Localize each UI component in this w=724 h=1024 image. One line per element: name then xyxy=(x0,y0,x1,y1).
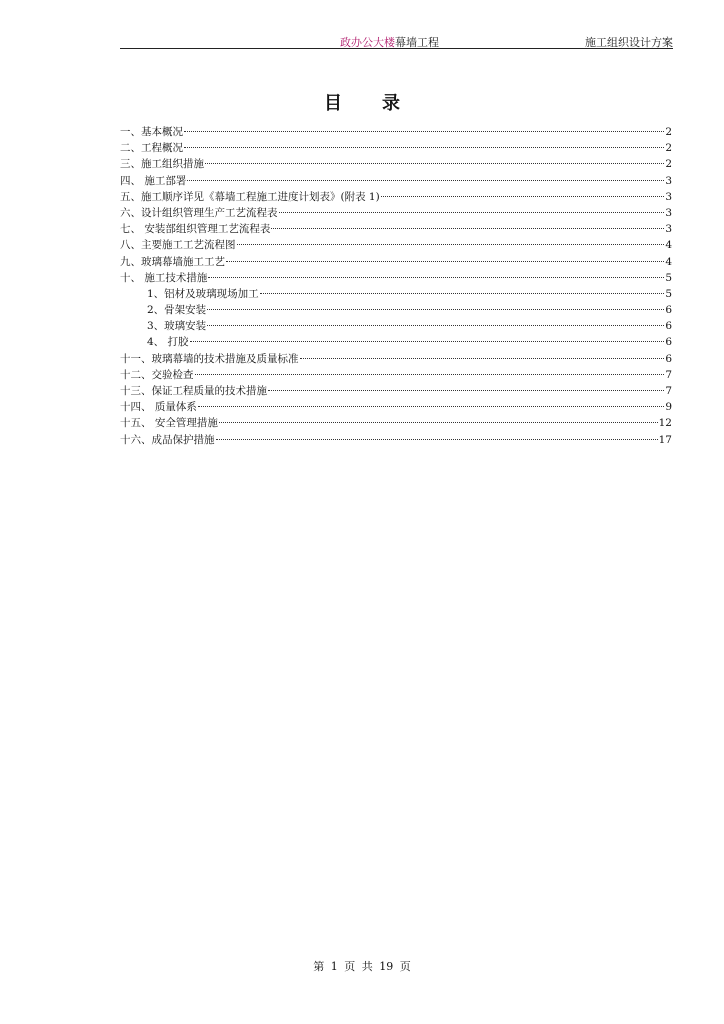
toc-leader-dots xyxy=(271,228,664,229)
title-char-2: 录 xyxy=(382,93,400,114)
toc-entry[interactable] xyxy=(120,237,672,253)
toc-leader-dots xyxy=(381,196,665,197)
toc-entry[interactable] xyxy=(120,140,672,156)
toc-entry-label: 七、 安装部组织管理工艺流程表 xyxy=(120,223,271,236)
toc-entry-page: 4 xyxy=(665,255,672,268)
toc-leader-dots xyxy=(279,212,665,213)
toc-entry-label: 3、玻璃安装 xyxy=(147,320,207,333)
table-of-contents xyxy=(120,124,672,448)
toc-leader-dots xyxy=(219,422,658,423)
toc-entry[interactable] xyxy=(120,383,672,399)
toc-entry[interactable] xyxy=(120,156,672,172)
toc-entry-label: 十四、 质量体系 xyxy=(120,401,197,414)
header-project-highlight: 政办公大楼 xyxy=(340,36,395,49)
toc-entry[interactable] xyxy=(120,254,672,270)
toc-entry-page: 5 xyxy=(665,287,672,300)
toc-leader-dots xyxy=(268,390,664,391)
toc-entry-label: 十一、玻璃幕墙的技术措施及质量标准 xyxy=(120,352,299,365)
toc-entry[interactable] xyxy=(120,286,672,302)
toc-entry-label: 四、 施工部署 xyxy=(120,174,187,187)
toc-entry-label: 一、基本概况 xyxy=(120,126,183,138)
toc-leader-dots xyxy=(226,261,664,262)
toc-entry-page: 5 xyxy=(665,271,672,284)
toc-entry-page: 7 xyxy=(665,368,672,381)
toc-entry-page: 6 xyxy=(665,336,672,349)
toc-entry[interactable] xyxy=(120,415,672,431)
page-title xyxy=(0,89,724,115)
toc-leader-dots xyxy=(205,163,664,164)
toc-leader-dots xyxy=(300,358,665,359)
toc-entry-label: 九、玻璃幕墙施工工艺 xyxy=(120,255,225,268)
toc-leader-dots xyxy=(184,147,664,148)
toc-entry-label: 十、 施工技术措施 xyxy=(120,271,208,284)
toc-entry-label: 六、设计组织管理生产工艺流程表 xyxy=(120,206,278,219)
toc-leader-dots xyxy=(237,244,665,245)
toc-entry[interactable] xyxy=(120,432,672,448)
toc-entry-label: 1、铝材及玻璃现场加工 xyxy=(147,287,259,300)
toc-entry-page: 2 xyxy=(665,142,672,155)
toc-entry[interactable] xyxy=(120,221,672,237)
toc-leader-dots xyxy=(207,325,664,326)
toc-entry[interactable] xyxy=(120,173,672,189)
toc-entry-page: 3 xyxy=(665,190,672,203)
toc-entry[interactable] xyxy=(120,270,672,286)
header-doc-title: 施工组织设计方案 xyxy=(585,36,673,49)
toc-leader-dots xyxy=(195,374,665,375)
toc-entry[interactable] xyxy=(120,189,672,205)
toc-entry-page: 9 xyxy=(665,401,672,414)
toc-entry[interactable] xyxy=(120,302,672,318)
toc-entry[interactable] xyxy=(120,124,672,140)
toc-leader-dots xyxy=(184,131,664,132)
toc-entry-page: 7 xyxy=(665,385,672,397)
toc-leader-dots xyxy=(187,180,664,181)
toc-entry[interactable] xyxy=(120,334,672,350)
toc-entry-page: 2 xyxy=(665,126,672,138)
toc-entry-label: 十六、成品保护措施 xyxy=(120,433,215,446)
toc-entry-page: 2 xyxy=(665,158,672,171)
toc-entry-label: 4、 打胶 xyxy=(147,336,189,349)
toc-entry-label: 五、施工顺序详见《幕墙工程施工进度计划表》(附表 1) xyxy=(120,190,380,203)
page-footer: 第 1 页 共 19 页 xyxy=(313,960,411,973)
toc-entry-page: 3 xyxy=(665,223,672,236)
header-project-rest: 幕墙工程 xyxy=(395,36,439,49)
toc-leader-dots xyxy=(216,439,658,440)
toc-entry-label: 2、骨架安装 xyxy=(147,304,207,317)
toc-entry-page: 6 xyxy=(665,320,672,333)
toc-entry-label: 八、主要施工工艺流程图 xyxy=(120,239,236,252)
toc-entry[interactable] xyxy=(120,367,672,383)
toc-leader-dots xyxy=(198,406,664,407)
title-char-1: 目 xyxy=(324,93,342,114)
toc-entry-label: 十二、交验检查 xyxy=(120,368,194,381)
toc-entry-page: 6 xyxy=(665,352,672,365)
page-header xyxy=(120,30,673,49)
toc-entry-label: 十五、 安全管理措施 xyxy=(120,417,218,430)
toc-entry[interactable] xyxy=(120,399,672,415)
header-project xyxy=(340,34,439,50)
toc-entry-label: 十三、保证工程质量的技术措施 xyxy=(120,385,267,397)
toc-entry[interactable] xyxy=(120,351,672,367)
toc-entry-page: 3 xyxy=(665,174,672,187)
toc-leader-dots xyxy=(207,309,664,310)
toc-leader-dots xyxy=(208,277,664,278)
toc-entry[interactable] xyxy=(120,205,672,221)
toc-entry-label: 三、施工组织措施 xyxy=(120,158,204,171)
toc-entry[interactable] xyxy=(120,318,672,334)
toc-entry-label: 二、工程概况 xyxy=(120,142,183,155)
toc-entry-page: 17 xyxy=(658,433,672,446)
toc-entry-page: 6 xyxy=(665,304,672,317)
toc-entry-page: 3 xyxy=(665,206,672,219)
toc-leader-dots xyxy=(190,341,665,342)
toc-entry-page: 4 xyxy=(665,239,672,252)
toc-leader-dots xyxy=(260,293,665,294)
toc-entry-page: 12 xyxy=(658,417,672,430)
